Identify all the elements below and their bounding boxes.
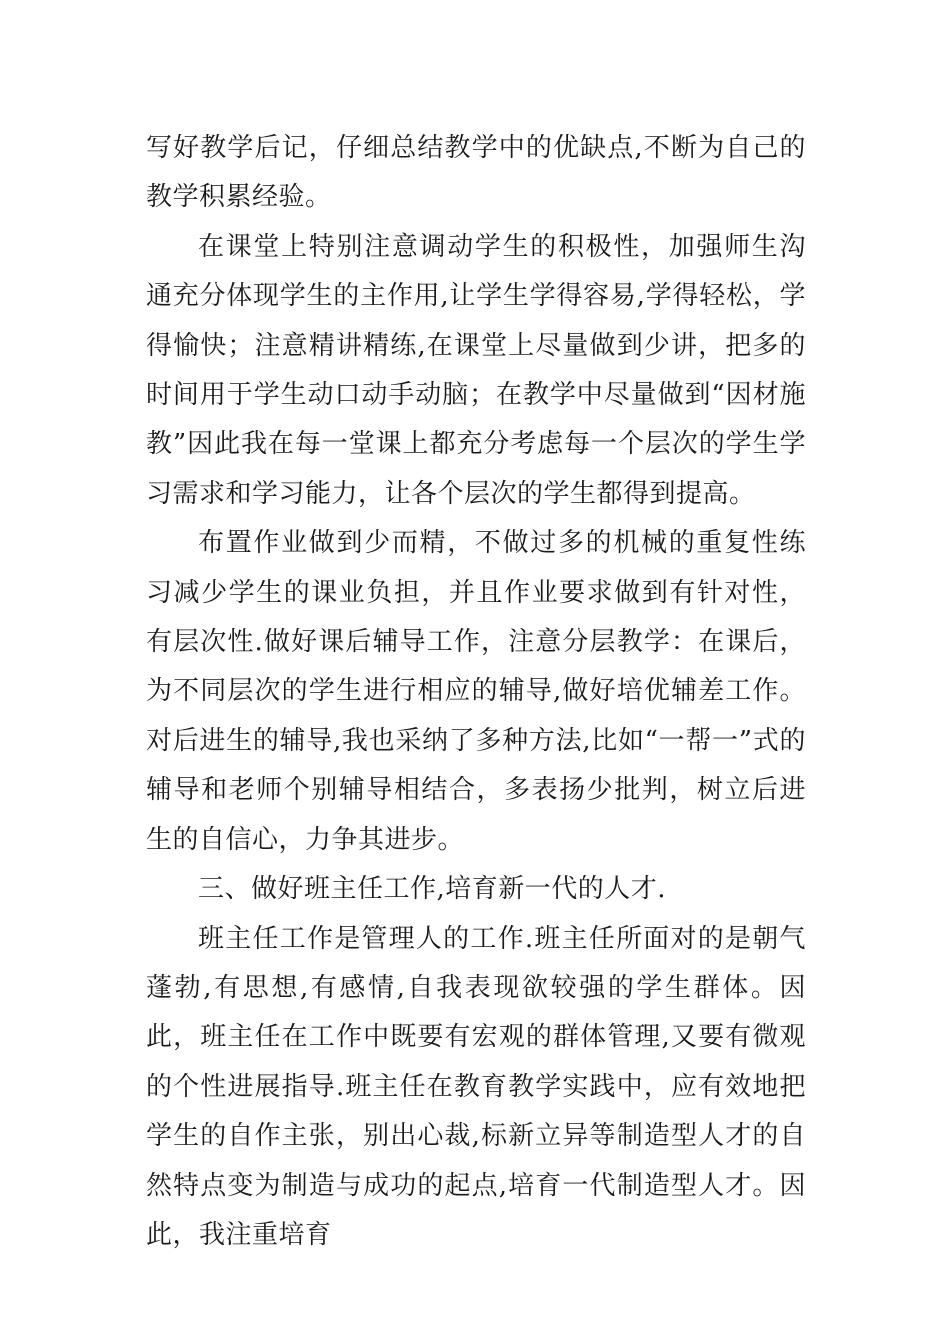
document-body (146, 124, 806, 1260)
paragraph-classroom-engagement: 在课堂上特别注意调动学生的积极性，加强师生沟通充分体现学生的主作用,让学生学得容易,学得轻松，学得愉快；注意精讲精练,在课堂上尽量做到少讲，把多的时间用于学生动口动手动脑；在教学中尽量做到“因材施教”因此我在每一堂课上都充分考虑每一个层次的学生学习需求和学习能力，让各个层次的学生都得到提高。 (146, 231, 806, 509)
paragraph-homework-tutoring: 布置作业做到少而精，不做过多的机械的重复性练习减少学生的课业负担，并且作业要求做到有针对性，有层次性.做好课后辅导工作，注意分层教学：在课后，为不同层次的学生进行相应的辅导,做好培优辅差工作。对后进生的辅导,我也采纳了多种方法,比如“一帮一”式的辅导和老师个别辅导相结合，多表扬少批判，树立后进生的自信心，力争其进步。 (146, 528, 806, 855)
paragraph-teaching-notes: 写好教学后记，仔细总结教学中的优缺点,不断为自己的教学积累经验。 (146, 133, 806, 213)
paragraph-class-teacher-management: 班主任工作是管理人的工作.班主任所面对的是朝气蓬勃,有思想,有感情,自我表现欲较强的学生群体。因此，班主任在工作中既要有宏观的群体管理,又要有微观的个性进展指导.班主任在教育教学实践中，应有效地把学生的自作主张，别出心裁,标新立异等制造型人才的自然特点变为制造与成功的起点,培育一代制造型人才。因此，我注重培育 (146, 923, 806, 1250)
section-heading-class-teacher-work: 三、做好班主任工作,培育新一代的人才. (198, 874, 667, 905)
